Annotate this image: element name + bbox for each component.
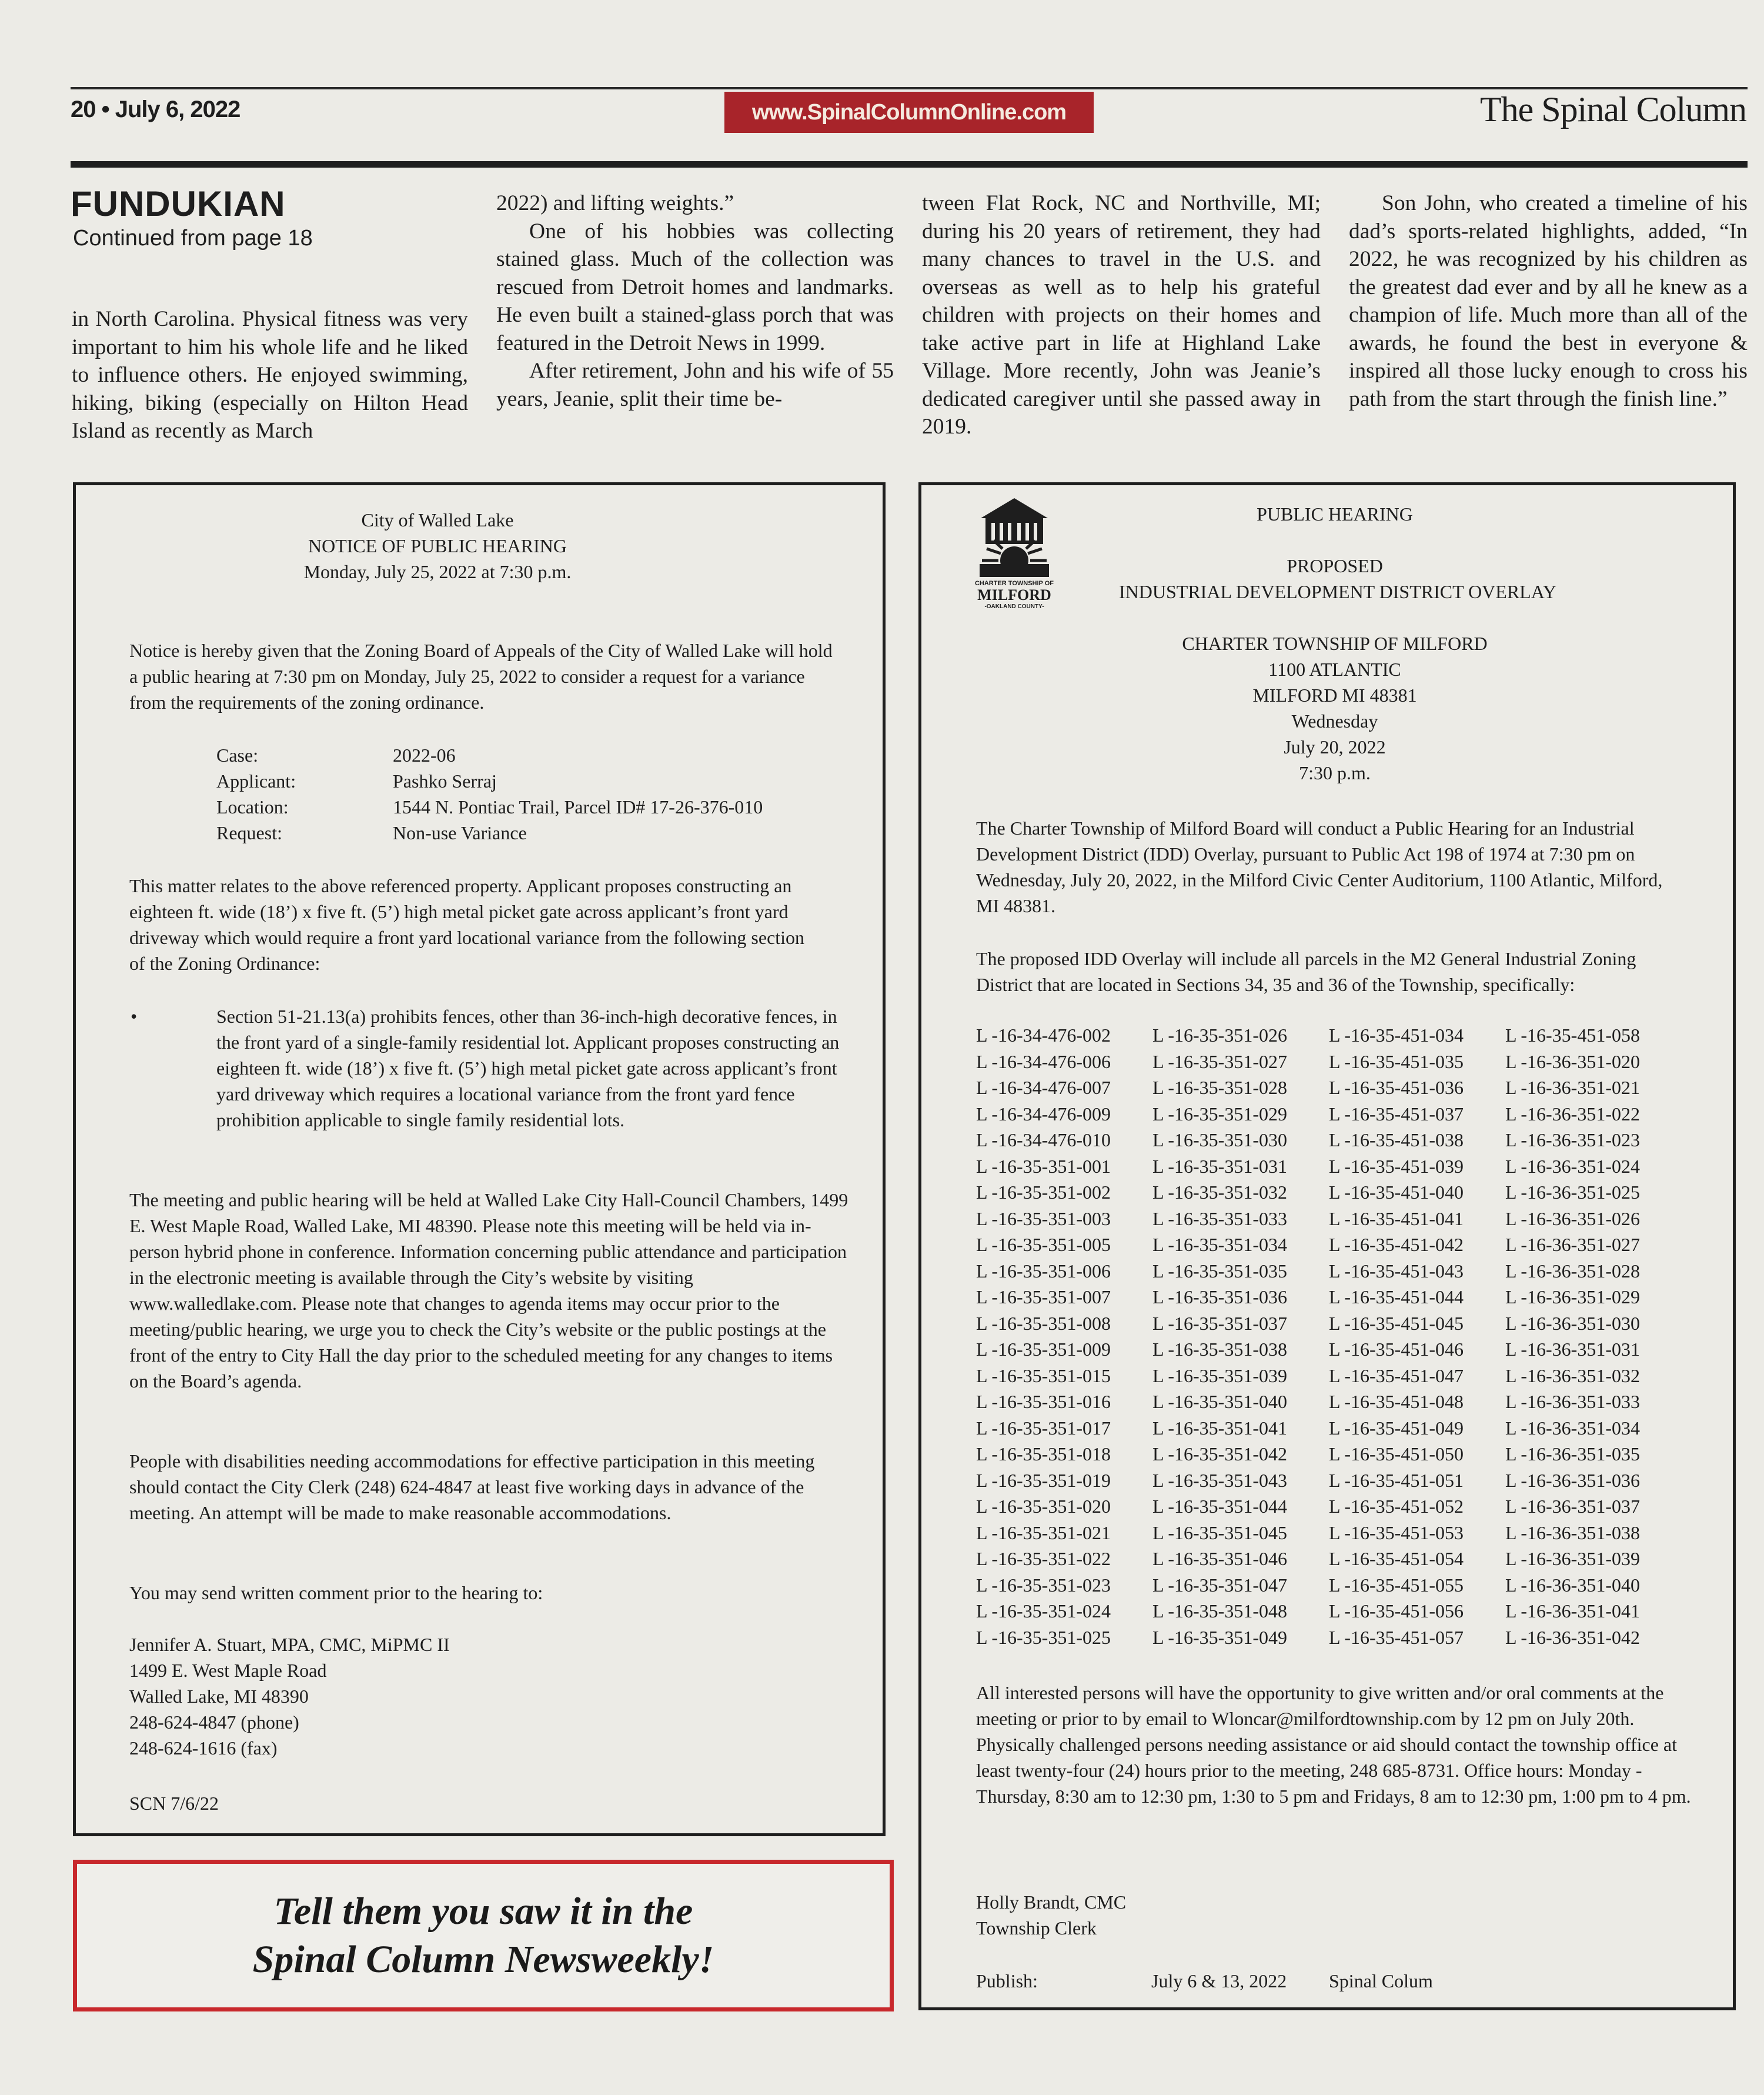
walled-lake-matter-text: This matter relates to the above referenced property. Applicant proposes constructing an eighteen ft. wide (18’) x five ft. (5’) high metal picket gate across applicant’s front yard driveway which would require a front yard locational variance from the following section of the Zoning Ordinance: — [129, 875, 805, 974]
parcel-id: L -16-35-451-050 — [1329, 1443, 1464, 1465]
contact-name: Jennifer A. Stuart, MPA, CMC, MiPMC II — [129, 1634, 450, 1655]
milford-overlay-title: INDUSTRIAL DEVELOPMENT DISTRICT OVERLAY — [1119, 581, 1556, 602]
location-value: 1544 N. Pontiac Trail, Parcel ID# 17-26-376-010 — [393, 796, 763, 818]
header-bottom-rule — [71, 161, 1748, 168]
parcel-id: L -16-35-451-046 — [1329, 1339, 1464, 1360]
publish-paper: Spinal Colum — [1329, 1970, 1433, 1991]
parcel-id: L -16-35-351-041 — [1152, 1417, 1287, 1439]
parcel-id: L -16-35-351-043 — [1152, 1469, 1287, 1491]
walled-lake-disabilities — [129, 1448, 835, 1526]
parcel-column-3 — [1329, 1022, 1464, 1650]
parcel-id: L -16-35-451-045 — [1329, 1312, 1464, 1334]
parcel-id: L -16-35-351-040 — [1152, 1391, 1287, 1412]
parcel-id: L -16-36-351-029 — [1505, 1286, 1640, 1307]
milford-public-hearing-title: PUBLIC HEARING — [1257, 503, 1413, 525]
parcel-id: L -16-35-451-053 — [1329, 1522, 1464, 1543]
article-column-1 — [72, 305, 468, 445]
clerk-name: Holly Brandt, CMC — [976, 1891, 1127, 1913]
walled-lake-notice-title: NOTICE OF PUBLIC HEARING — [308, 535, 567, 556]
parcel-id: L -16-35-351-006 — [976, 1260, 1111, 1282]
parcel-id: L -16-35-451-036 — [1329, 1077, 1464, 1098]
parcel-id: L -16-34-476-009 — [976, 1103, 1111, 1125]
contact-phone: 248-624-4847 (phone) — [129, 1712, 299, 1733]
location-row — [216, 794, 863, 820]
scn-code: SCN 7/6/22 — [129, 1793, 219, 1814]
parcel-id: L -16-35-351-005 — [976, 1234, 1111, 1255]
parcel-id: L -16-35-451-051 — [1329, 1469, 1464, 1491]
parcel-id: L -16-36-351-030 — [1505, 1312, 1640, 1334]
milford-heading-block — [1105, 630, 1564, 786]
parcel-id: L -16-36-351-032 — [1505, 1365, 1640, 1386]
parcel-id: L -16-36-351-022 — [1505, 1103, 1640, 1125]
page-number-date: 20 • July 6, 2022 — [71, 96, 240, 122]
parcel-id: L -16-35-351-036 — [1152, 1286, 1287, 1307]
walled-lake-section — [216, 1003, 850, 1133]
parcel-id: L -16-36-351-028 — [1505, 1260, 1640, 1282]
milford-comments — [976, 1680, 1693, 1809]
parcel-id: L -16-36-351-036 — [1505, 1469, 1640, 1491]
walled-lake-meeting — [129, 1187, 850, 1394]
milford-date: July 20, 2022 — [1284, 736, 1386, 758]
section-bullet: • — [131, 1006, 138, 1027]
parcel-id: L -16-35-451-043 — [1329, 1260, 1464, 1282]
parcel-id: L -16-35-451-035 — [1329, 1050, 1464, 1072]
milford-weekday: Wednesday — [1291, 710, 1378, 732]
milford-township-logo — [958, 496, 1070, 611]
parcel-id: L -16-36-351-034 — [1505, 1417, 1640, 1439]
article-continued-note: Continued from page 18 — [73, 226, 313, 251]
walled-lake-send — [129, 1580, 835, 1606]
parcel-id: L -16-35-351-019 — [976, 1469, 1111, 1491]
walled-lake-contact — [129, 1632, 835, 1761]
case-label: Case: — [216, 745, 259, 766]
parcel-id: L -16-35-351-017 — [976, 1417, 1111, 1439]
parcel-id: L -16-35-351-039 — [1152, 1365, 1287, 1386]
clerk-title: Township Clerk — [976, 1917, 1097, 1939]
parcel-id: L -16-35-451-049 — [1329, 1417, 1464, 1439]
parcel-id: L -16-36-351-038 — [1505, 1522, 1640, 1543]
parcel-id: L -16-35-451-041 — [1329, 1207, 1464, 1229]
parcel-id: L -16-36-351-026 — [1505, 1207, 1640, 1229]
promo-line-1: Tell them you saw it in the — [273, 1890, 693, 1933]
walled-lake-disabilities-text: People with disabilities needing accommodations for effective participation in this meeting should contact the City Clerk (248) 624-4847 at least five working days in advance of the meeting. An attempt will be made to make reasonable accommodations. — [129, 1450, 815, 1523]
milford-intro — [976, 815, 1676, 919]
parcel-id: L -16-35-351-024 — [976, 1600, 1111, 1622]
walled-lake-meeting-text: The meeting and public hearing will be held at Walled Lake City Hall-Council Chambers, 1499 E. West Maple Road, Walled Lake, MI 48390. Please note this meeting will be held via in-person hybrid phone in conference. Information concerning public attendance and participation in the electronic meeting is available through the City’s website by visiting www.walledlake.com. Please note that changes to agenda items may occur prior to the meeting/public hearing, we urge you to check the City’s website or the public postings at the front of the entry to City Hall the day prior to the scheduled meeting for any changes to items on the Board’s agenda. — [129, 1189, 848, 1392]
parcel-id: L -16-35-351-038 — [1152, 1339, 1287, 1360]
parcel-id: L -16-35-451-057 — [1329, 1626, 1464, 1648]
parcel-id: L -16-36-351-021 — [1505, 1077, 1640, 1098]
milford-parcels-intro-text: The proposed IDD Overlay will include all parcels in the M2 General Industrial Zoning District that are located in Sections 34, 35 and 36 of the Township, specifically: — [976, 948, 1636, 995]
article-col2-p2: One of his hobbies was collecting stained glass. Much of the collection was rescued from Detroit homes and landmarks. He even built a stained-glass porch that was featured in the Detroit News in 1999. — [496, 219, 894, 355]
applicant-row — [216, 768, 863, 794]
walled-lake-notice-heading — [132, 507, 743, 585]
parcel-id: L -16-36-351-033 — [1505, 1391, 1640, 1412]
contact-fax: 248-624-1616 (fax) — [129, 1737, 278, 1759]
milford-comments-text: All interested persons will have the opportunity to give written and/or oral comments at the meeting or prior to by email to Wloncar@milfordtownship.com by 12 pm on July 20th. Physically challenged persons needing assistance or aid should contact the township office at least twenty-four (24) hours prior to the meeting, 248 685-8731. Office hours: Monday - Thursday, 8:30 am to 12:30 pm, 1:30 to 5 pm and Fridays, 8 am to 12:30 pm, 1:00 pm to 4 pm. — [976, 1682, 1691, 1807]
parcel-column-1 — [976, 1022, 1111, 1650]
parcel-id: L -16-35-351-037 — [1152, 1312, 1287, 1334]
parcel-id: L -16-35-451-037 — [1329, 1103, 1464, 1125]
parcel-id: L -16-35-351-044 — [1152, 1496, 1287, 1517]
parcel-id: L -16-36-351-020 — [1505, 1050, 1640, 1072]
parcel-id: L -16-35-451-040 — [1329, 1182, 1464, 1203]
article-col2-p3: After retirement, John and his wife of 55 years, Jeanie, split their time be- — [496, 359, 894, 411]
parcel-id: L -16-35-451-054 — [1329, 1548, 1464, 1569]
parcel-id: L -16-36-351-037 — [1505, 1496, 1640, 1517]
logo-text-line-1: CHARTER TOWNSHIP OF — [974, 580, 1054, 587]
case-value: 2022-06 — [393, 745, 456, 766]
parcel-id: L -16-34-476-006 — [976, 1050, 1111, 1072]
parcel-id: L -16-34-476-002 — [976, 1025, 1111, 1046]
parcel-id: L -16-35-351-028 — [1152, 1077, 1287, 1098]
parcel-id: L -16-35-351-034 — [1152, 1234, 1287, 1255]
parcel-id: L -16-35-351-035 — [1152, 1260, 1287, 1282]
walled-lake-intro — [129, 638, 841, 715]
walled-lake-send-text: You may send written comment prior to the hearing to: — [129, 1582, 543, 1603]
article-col4-text: Son John, who created a timeline of his dad’s sports-related highlights, added, “In 2022, he was recognized by his children as the greatest dad ever and by all he knew as a champion of life. Much more than all of the awards, he found the best in everyone & inspired all those lucky enough to cross his path from the start through the finish line.” — [1349, 191, 1748, 411]
milford-org: CHARTER TOWNSHIP OF MILFORD — [1182, 633, 1488, 654]
masthead-title: The Spinal Column — [1480, 90, 1746, 129]
request-value: Non-use Variance — [393, 822, 527, 843]
parcel-id: L -16-35-351-045 — [1152, 1522, 1287, 1543]
website-banner[interactable]: www.SpinalColumnOnline.com — [724, 92, 1094, 133]
milford-address-2: MILFORD MI 48381 — [1252, 685, 1417, 706]
milford-address-1: 1100 ATLANTIC — [1268, 659, 1401, 680]
article-column-3 — [922, 189, 1321, 441]
location-label: Location: — [216, 796, 289, 818]
case-details — [216, 742, 863, 846]
parcel-id: L -16-35-351-018 — [976, 1443, 1111, 1465]
parcel-id: L -16-35-351-047 — [1152, 1574, 1287, 1596]
parcel-id: L -16-35-351-002 — [976, 1182, 1111, 1203]
parcel-id: L -16-35-351-003 — [976, 1207, 1111, 1229]
parcel-id: L -16-34-476-010 — [976, 1129, 1111, 1150]
parcel-id: L -16-35-451-052 — [1329, 1496, 1464, 1517]
parcel-id: L -16-35-351-015 — [976, 1365, 1111, 1386]
parcel-id: L -16-35-351-016 — [976, 1391, 1111, 1412]
parcel-id: L -16-36-351-027 — [1505, 1234, 1640, 1255]
walled-lake-matter — [129, 873, 806, 976]
parcel-id: L -16-36-351-042 — [1505, 1626, 1640, 1648]
contact-address-2: Walled Lake, MI 48390 — [129, 1686, 309, 1707]
parcel-id: L -16-35-351-026 — [1152, 1025, 1287, 1046]
parcel-id: L -16-35-351-029 — [1152, 1103, 1287, 1125]
parcel-id: L -16-35-351-048 — [1152, 1600, 1287, 1622]
applicant-label: Applicant: — [216, 770, 296, 792]
publish-label: Publish: — [976, 1970, 1038, 1991]
parcel-id: L -16-35-451-042 — [1329, 1234, 1464, 1255]
promo-box — [73, 1860, 894, 2011]
parcel-id: L -16-35-351-030 — [1152, 1129, 1287, 1150]
parcel-id: L -16-34-476-007 — [976, 1077, 1111, 1098]
parcel-id: L -16-35-351-008 — [976, 1312, 1111, 1334]
article-column-4 — [1349, 189, 1748, 413]
parcel-id: L -16-36-351-041 — [1505, 1600, 1640, 1622]
parcel-id: L -16-36-351-035 — [1505, 1443, 1640, 1465]
case-row — [216, 742, 863, 768]
milford-parcels-intro — [976, 946, 1641, 998]
parcel-id: L -16-35-451-055 — [1329, 1574, 1464, 1596]
request-row — [216, 820, 863, 846]
promo-line-2: Spinal Column Newsweekly! — [252, 1938, 714, 1981]
walled-lake-section-text: Section 51-21.13(a) prohibits fences, other than 36-inch-high decorative fences, in the front yard of a single-family residential lot. Applicant proposes constructing an eighteen ft. wide (18’) x five ft. (5’) high metal picket gate across applicant’s front yard driveway which requires a locational variance from the front yard fence prohibition applicable to single family residential lots. — [216, 1006, 840, 1130]
contact-address-1: 1499 E. West Maple Road — [129, 1660, 327, 1681]
parcel-id: L -16-35-451-044 — [1329, 1286, 1464, 1307]
parcel-column-4 — [1505, 1022, 1640, 1650]
request-label: Request: — [216, 822, 282, 843]
parcel-id: L -16-36-351-031 — [1505, 1339, 1640, 1360]
parcel-id: L -16-36-351-024 — [1505, 1155, 1640, 1177]
milford-intro-text: The Charter Township of Milford Board will conduct a Public Hearing for an Industrial Development District (IDD) Overlay, pursuant to Public Act 198 of 1974 at 7:30 pm on Wednesday, July 20, 2022, in the Milford Civic Center Auditorium, 1100 Atlantic, Milford, MI 48381. — [976, 818, 1663, 916]
parcel-id: L -16-35-351-027 — [1152, 1050, 1287, 1072]
milford-proposed: PROPOSED — [1287, 555, 1383, 576]
parcel-id: L -16-35-451-047 — [1329, 1365, 1464, 1386]
parcel-id: L -16-36-351-039 — [1505, 1548, 1640, 1569]
publish-dates: July 6 & 13, 2022 — [1151, 1970, 1287, 1991]
article-col2-p1: 2022) and lifting weights.” — [496, 191, 734, 215]
parcel-id: L -16-35-451-039 — [1329, 1155, 1464, 1177]
walled-lake-intro-text: Notice is hereby given that the Zoning Board of Appeals of the City of Walled Lake will hold a public hearing at 7:30 pm on Monday, July 25, 2022 to consider a request for a variance from the requirements of the zoning ordinance. — [129, 640, 833, 713]
walled-lake-notice-date: Monday, July 25, 2022 at 7:30 p.m. — [303, 561, 572, 582]
parcel-id: L -16-35-451-056 — [1329, 1600, 1464, 1622]
parcel-id: L -16-35-351-049 — [1152, 1626, 1287, 1648]
parcel-id: L -16-35-351-007 — [976, 1286, 1111, 1307]
parcel-id: L -16-35-351-009 — [976, 1339, 1111, 1360]
parcel-id: L -16-35-351-022 — [976, 1548, 1111, 1569]
parcel-id: L -16-35-351-042 — [1152, 1443, 1287, 1465]
parcel-id: L -16-35-351-025 — [976, 1626, 1111, 1648]
walled-lake-city: City of Walled Lake — [361, 509, 514, 531]
milford-time: 7:30 p.m. — [1299, 762, 1371, 783]
parcel-id: L -16-35-351-020 — [976, 1496, 1111, 1517]
parcel-column-2 — [1152, 1022, 1287, 1650]
logo-text-line-3: -OAKLAND COUNTY- — [984, 603, 1044, 610]
parcel-id: L -16-35-351-001 — [976, 1155, 1111, 1177]
logo-text-line-2: MILFORD — [977, 586, 1051, 603]
parcel-id: L -16-35-351-046 — [1152, 1548, 1287, 1569]
parcel-id: L -16-35-451-058 — [1505, 1025, 1640, 1046]
parcel-id: L -16-35-451-048 — [1329, 1391, 1464, 1412]
parcel-id: L -16-35-451-034 — [1329, 1025, 1464, 1046]
milford-clerk — [976, 1889, 1446, 1941]
parcel-id: L -16-36-351-023 — [1505, 1129, 1640, 1150]
parcel-id: L -16-36-351-025 — [1505, 1182, 1640, 1203]
article-headline: FUNDUKIAN — [71, 184, 286, 223]
article-col3-text: tween Flat Rock, NC and Northville, MI; during his 20 years of retirement, they had many chances to travel in the U.S. and overseas as well as to help his grateful children with projects on their homes and take active part in life at Highland Lake Village. More recently, John was Jeanie’s dedicated caregiver until she passed away in 2019. — [922, 191, 1321, 439]
parcel-id: L -16-35-351-032 — [1152, 1182, 1287, 1203]
parcel-id: L -16-35-351-033 — [1152, 1207, 1287, 1229]
parcel-id: L -16-35-351-023 — [976, 1574, 1111, 1596]
applicant-value: Pashko Serraj — [393, 770, 497, 792]
parcel-id: L -16-35-351-031 — [1152, 1155, 1287, 1177]
parcel-id: L -16-35-351-021 — [976, 1522, 1111, 1543]
parcel-id: L -16-35-451-038 — [1329, 1129, 1464, 1150]
article-column-2 — [496, 189, 894, 413]
article-col1-text: in North Carolina. Physical fitness was very important to him his whole life and he liked to influence others. He enjoyed swimming, hiking, biking (especially on Hilton Head Island as recently as March — [72, 307, 468, 443]
parcel-id: L -16-36-351-040 — [1505, 1574, 1640, 1596]
